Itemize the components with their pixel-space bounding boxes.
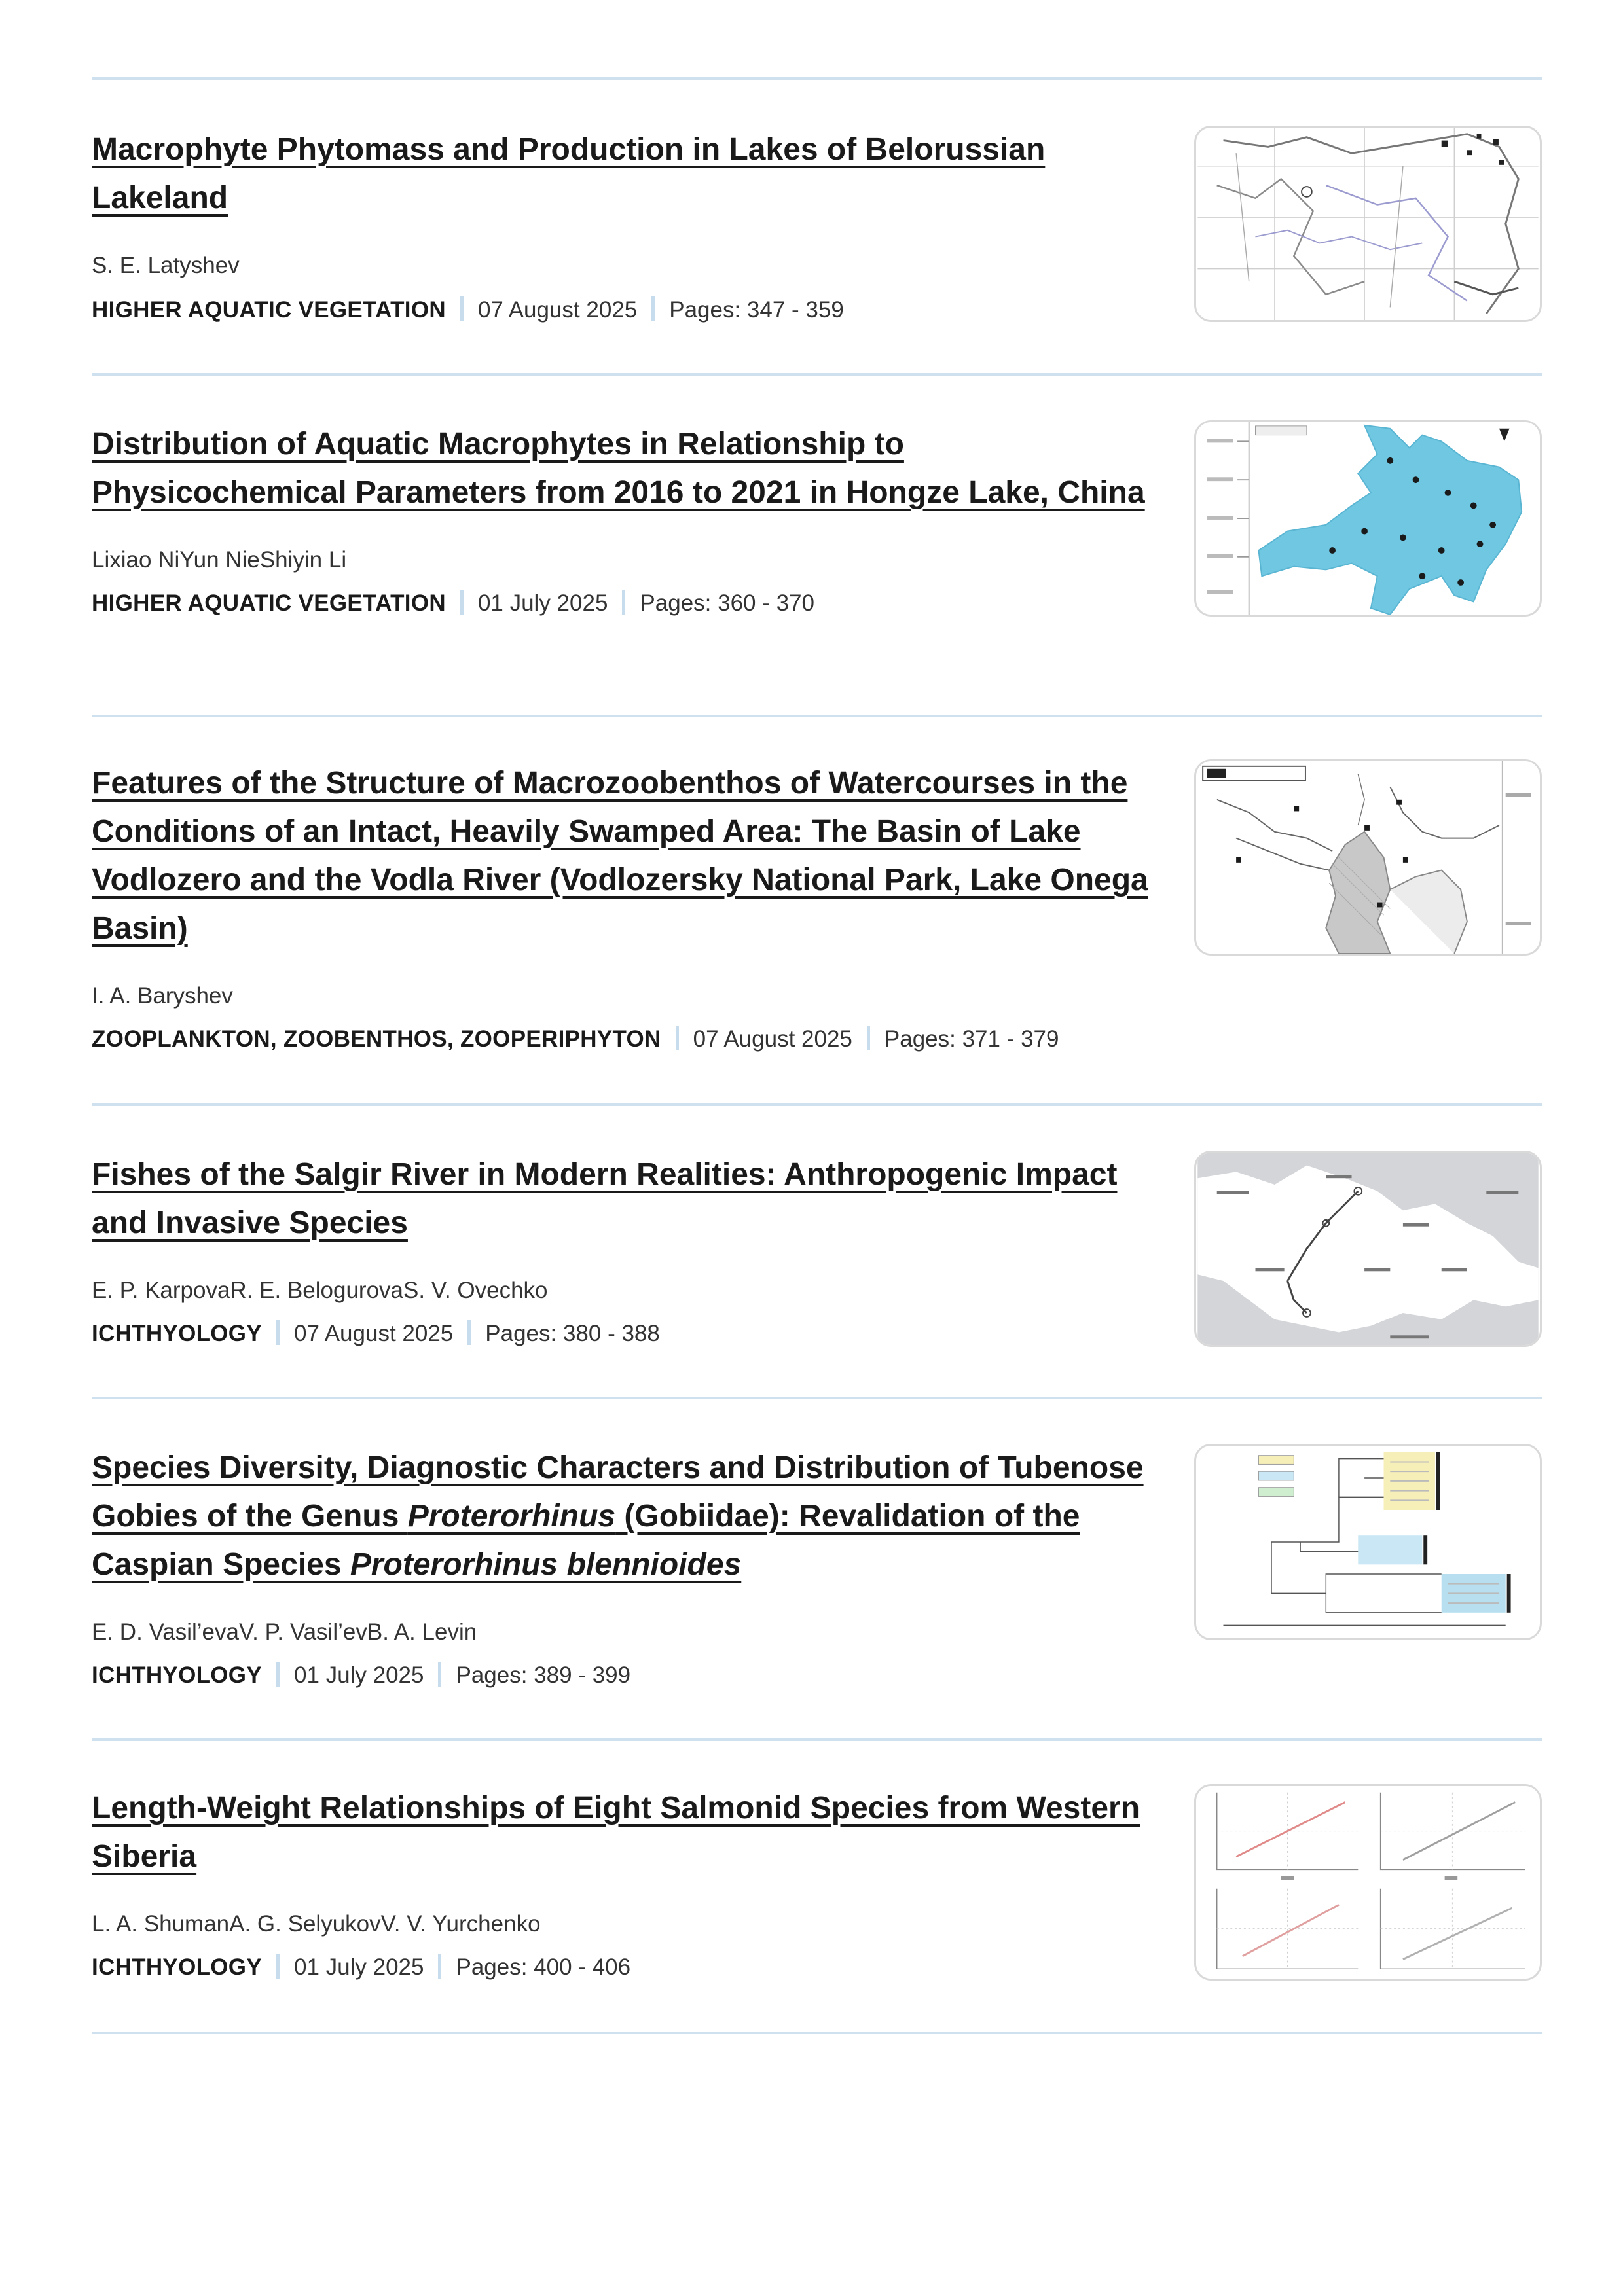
article-meta [92,1953,1152,1982]
publish-date: 01 July 2025 [477,590,608,616]
separator [622,590,625,615]
article-authors: I. A. Baryshev [92,983,233,1009]
page-range: Pages: 400 - 406 [456,1954,631,1980]
separator [867,1026,870,1050]
article-item [92,1106,1542,1397]
article-item [92,717,1542,1103]
separator [460,590,464,615]
article-list [92,77,1542,2034]
publish-date: 01 July 2025 [293,1662,424,1688]
article-authors: S. E. Latyshev [92,253,240,278]
article-item [92,80,1542,373]
separator [276,1320,280,1345]
map-thumbnail-image [1196,128,1540,320]
article-authors: Lixiao NiYun NieShiyin Li [92,547,347,573]
page-range: Pages: 360 - 370 [640,590,815,616]
page-range: Pages: 389 - 399 [456,1662,631,1688]
publish-date: 07 August 2025 [477,297,638,323]
article-thumbnail[interactable] [1194,1151,1542,1347]
article-title-link[interactable]: Species Diversity, Diagnostic Characters and Distribution of Tubenose Gobies of the Genus Proterorhinus (Gobiidae): Revalidation of the Caspian Species Proterorhinus blennioides [92,1450,1144,1582]
divider [92,2032,1542,2034]
section-link[interactable]: ICHTHYOLOGY [92,1954,262,1980]
separator [438,1954,441,1979]
article-authors: E. D. Vasil’evaV. P. Vasil’evB. A. Levin [92,1619,477,1645]
section-link[interactable]: HIGHER AQUATIC VEGETATION [92,297,446,323]
publish-date: 07 August 2025 [693,1026,852,1052]
section-link[interactable]: ICHTHYOLOGY [92,1662,262,1688]
article-item [92,376,1542,715]
separator [676,1026,679,1050]
article-title-link[interactable]: Macrophyte Phytomass and Production in Lakes of Belorussian Lakeland [92,132,1046,215]
article-title-link[interactable]: Features of the Structure of Macrozoobenthos of Watercourses in the Conditions of an Intact, Heavily Swamped Area: The Basin of Lake Vodlozero and the Vodla River (Vodlozersky National Park, Lake Onega Basin) [92,766,1148,946]
article-title-link[interactable]: Fishes of the Salgir River in Modern Realities: Anthropogenic Impact and Invasive Species [92,1157,1118,1240]
page-range: Pages: 347 - 359 [669,297,844,323]
section-link[interactable]: ZOOPLANKTON, ZOOBENTHOS, ZOOPERIPHYTON [92,1026,661,1052]
separator [276,1662,280,1687]
plots-thumbnail-image [1196,1786,1540,1979]
separator [460,296,464,321]
article-item [92,1399,1542,1738]
section-link[interactable]: HIGHER AQUATIC VEGETATION [92,590,446,616]
article-thumbnail[interactable] [1194,1444,1542,1640]
article-title-link[interactable]: Length-Weight Relationships of Eight Salmonid Species from Western Siberia [92,1791,1140,1874]
map-thumbnail-image [1196,1153,1540,1345]
article-authors: E. P. KarpovaR. E. BelogurovaS. V. Ovechko [92,1278,548,1303]
article-thumbnail[interactable] [1194,126,1542,322]
article-meta [92,1025,1152,1054]
article-meta [92,1661,1152,1690]
article-meta [92,589,1152,618]
map-thumbnail-image [1196,761,1540,954]
separator [467,1320,471,1345]
article-item [92,1741,1542,2032]
article-meta [92,1319,1152,1348]
separator [276,1954,280,1979]
article-thumbnail[interactable] [1194,759,1542,956]
article-authors: L. A. ShumanA. G. SelyukovV. V. Yurchenko [92,1911,541,1937]
page-range: Pages: 371 - 379 [884,1026,1059,1052]
section-link[interactable]: ICHTHYOLOGY [92,1321,262,1346]
tree-thumbnail-image [1196,1446,1540,1638]
separator [438,1662,441,1687]
article-thumbnail[interactable] [1194,1784,1542,1981]
publish-date: 01 July 2025 [293,1954,424,1980]
publish-date: 07 August 2025 [293,1321,454,1346]
article-thumbnail[interactable] [1194,420,1542,617]
separator [651,296,655,321]
page-range: Pages: 380 - 388 [485,1321,660,1346]
map-thumbnail-image [1196,422,1540,615]
article-meta [92,296,1152,325]
article-title-link[interactable]: Distribution of Aquatic Macrophytes in Relationship to Physicochemical Parameters from 2016 to 2021 in Hongze Lake, China [92,427,1145,510]
